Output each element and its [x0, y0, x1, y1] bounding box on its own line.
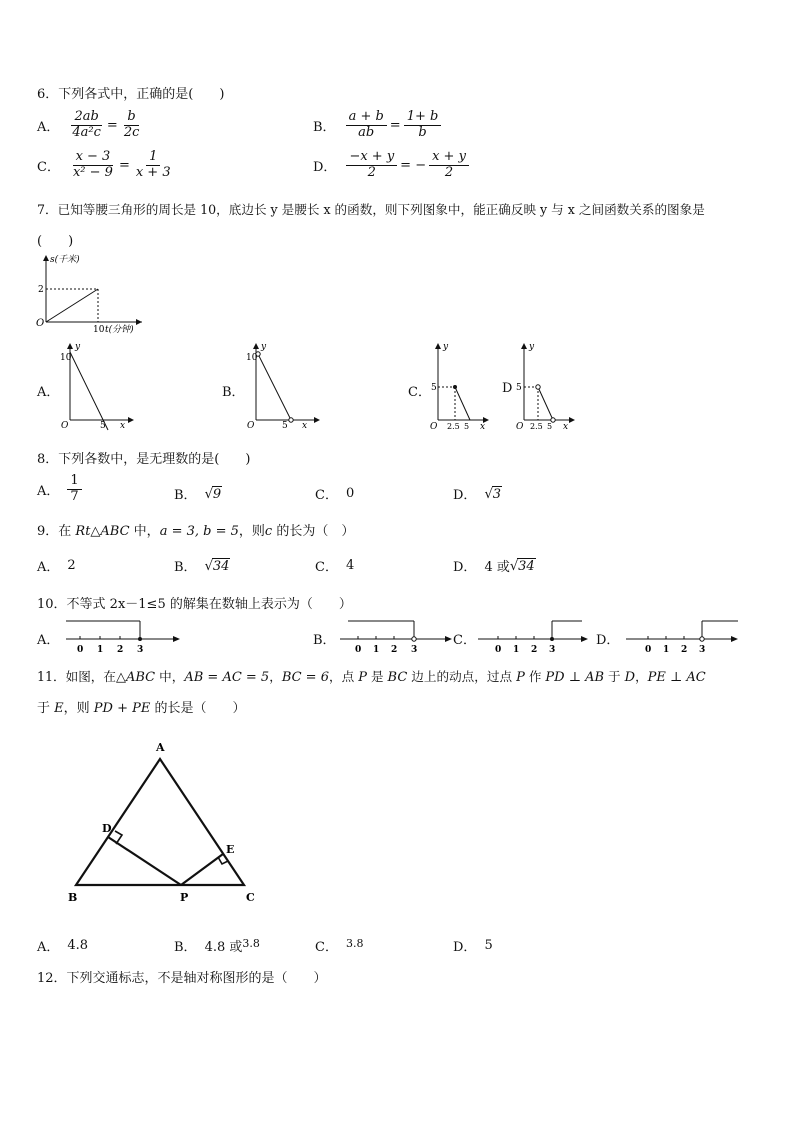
tick-label: 3 [549, 645, 556, 655]
q8-stem: 8．下列各数中，是无理数的是( ) [37, 452, 251, 467]
vertex-label-c: C [246, 891, 255, 904]
q7-option-a-graph [58, 340, 138, 432]
q8-option-a [37, 474, 82, 505]
svg-text:x: x [120, 421, 126, 431]
option-label: A． [37, 560, 60, 575]
option-label: C． [37, 159, 60, 175]
fraction: $\frac{1+ b}{b}$ [404, 110, 442, 141]
point-label-e: E [226, 843, 235, 856]
fraction: $\frac{a + b}{ab}$ [346, 110, 387, 141]
option-label: D． [453, 488, 477, 503]
q6-option-b: B． $\frac{a + b}{ab}$ = $\frac{1+ b}{b}$ [313, 110, 441, 141]
option-label: A． [37, 940, 60, 955]
option-label: D． [453, 940, 477, 955]
q7-option-c-label: C． [408, 385, 431, 400]
tick-label: 1 [373, 645, 380, 655]
q11-triangle-figure [60, 735, 270, 910]
y-axis-label: s(千米) [50, 255, 80, 265]
fraction: $\frac{x - 3}{\text{x² − 9}}$ [72, 149, 113, 180]
q6-stem: 6．下列各式中，正确的是( ) [37, 87, 225, 102]
q9-option-b: B． √ 34 [174, 556, 230, 575]
q11-option-a: A． 4.8 [37, 938, 89, 955]
q7-option-d-label: D [502, 381, 513, 396]
x-tick: 5 [282, 421, 288, 431]
svg-text:x: x [563, 422, 569, 432]
q10-option-a-label: A． [37, 633, 60, 648]
q10-option-c-numberline [474, 615, 594, 655]
option-label: B． [174, 488, 197, 503]
q7-option-a-label: A． [37, 385, 60, 400]
q10-option-d-numberline [622, 615, 744, 655]
tick-label: 0 [645, 645, 652, 655]
x-tick: 2.5 [530, 422, 543, 431]
q10-option-b-numberline [336, 615, 456, 655]
tick-label: 0 [77, 645, 84, 655]
q8-option-b: B． √ 9 [174, 484, 222, 503]
svg-text:y: y [261, 342, 267, 352]
svg-text:y: y [529, 342, 535, 352]
q7-option-c-graph [424, 340, 496, 432]
q7-stem: 7．已知等腰三角形的周长是 10，底边长 y 是腰长 x 的函数，则下列图象中，能正确反映 y 与 x 之间函数关系的图象是 [37, 202, 705, 217]
q10-option-d-label: D． [596, 633, 620, 648]
q7-reference-graph [30, 252, 150, 336]
tick-label: 1 [513, 645, 520, 655]
svg-text:O: O [61, 421, 69, 431]
q6-option-a: A． $\frac{2ab}{\text{4a²c}}$ = $\frac{b}{2c}$ [37, 110, 142, 141]
x-tick: 2.5 [447, 422, 460, 431]
q9-stem: 9．在 Rt△ABC 中，a = 3, b = 5，则c 的长为（ ） [37, 524, 355, 539]
vertex-label-b: B [68, 891, 78, 904]
y-tick: 5 [516, 383, 522, 393]
fraction: $\frac{x + y}{2}$ [429, 150, 469, 181]
tick-label: 0 [495, 645, 502, 655]
tick-label: 1 [97, 645, 104, 655]
q10-option-b-label: B． [313, 633, 336, 648]
svg-text:y: y [75, 342, 81, 352]
point-label-p: P [180, 891, 189, 904]
y-tick: 5 [431, 383, 437, 393]
q12-stem: 12．下列交通标志，不是轴对称图形的是（ ） [37, 971, 327, 986]
x-tick: 5 [100, 421, 106, 431]
fraction: $\frac{b}{2c}$ [123, 109, 140, 140]
tick-label: 3 [411, 645, 418, 655]
q11-stem-line1: 11．如图，在△ABC 中，AB = AC = 5，BC = 6，点 P 是 BC 边上的动点，过点 P 作 PD ⊥ AB 于 D，PE ⊥ AC [37, 669, 706, 685]
x-tick: 5 [547, 422, 553, 431]
y-tick: 2 [38, 285, 44, 295]
option-label: D． [453, 560, 477, 575]
tick-label: 2 [391, 645, 398, 655]
y-tick: 10 [246, 353, 258, 363]
option-label: B． [313, 119, 336, 135]
q10-option-c-label: C． [453, 633, 476, 648]
q11-option-c: C． 3.8 [315, 937, 364, 955]
x-axis-label: t(分钟) [105, 325, 134, 335]
q10-stem: 10．不等式 2x－1≤5 的解集在数轴上表示为（ ） [37, 597, 352, 612]
tick-label: 1 [663, 645, 670, 655]
q6-option-c: C． $\frac{x - 3}{\text{x² − 9}}$ = $\frac{1}{x + 3}$ [37, 150, 174, 181]
q10-option-a-numberline [62, 615, 184, 655]
svg-text:x: x [302, 421, 308, 431]
svg-text:x: x [480, 422, 486, 432]
svg-text:y: y [443, 342, 449, 352]
tick-label: 3 [137, 645, 144, 655]
fraction: $\frac{2ab}{\text{4a²c}}$ [72, 109, 101, 140]
q9-option-a: A． 2 [37, 558, 76, 575]
q11-option-b: B． 4.8 或 3.8 [174, 937, 260, 955]
point-label-d: D [102, 822, 112, 835]
q11-option-d: D． 5 [453, 938, 493, 955]
y-tick: 10 [60, 353, 72, 363]
option-label: C． [315, 488, 338, 503]
vertex-label-a: A [156, 741, 165, 754]
svg-text:O: O [430, 422, 438, 432]
q7-option-b-label: B． [222, 385, 245, 400]
x-tick: 5 [464, 422, 470, 431]
option-label: A． [37, 119, 60, 135]
option-label: A． [37, 483, 60, 499]
q7-option-d-graph [510, 340, 582, 432]
option-label: C． [315, 940, 338, 955]
q9-option-d: D． 4 或 √ 34 [453, 556, 536, 575]
option-label: D． [313, 159, 337, 175]
fraction: $\frac{1}{x + 3}$ [135, 149, 171, 180]
q8-option-c: C． 0 [315, 486, 355, 503]
tick-label: 0 [355, 645, 362, 655]
q7-paren: ( ) [37, 234, 74, 249]
option-label: B． [174, 560, 197, 575]
fraction: $\frac{1}{7}$ [67, 474, 81, 505]
option-label: C． [315, 560, 338, 575]
origin-label: O [36, 318, 45, 329]
tick-label: 3 [699, 645, 706, 655]
svg-text:O: O [516, 422, 524, 432]
q6-option-d: D． $\frac{-x + y}{2}$ = − $\frac{x + y}{2}$ [313, 150, 469, 181]
q8-option-d: D． √ 3 [453, 484, 502, 503]
option-label: B． [174, 940, 197, 955]
x-tick: 10 [93, 325, 105, 335]
fraction: $\frac{-x + y}{2}$ [346, 150, 397, 181]
q9-option-c: C． 4 [315, 558, 355, 575]
q11-stem-line2: 于 E，则 PD + PE 的长是（ ） [37, 701, 246, 716]
tick-label: 2 [681, 645, 688, 655]
tick-label: 2 [531, 645, 538, 655]
tick-label: 2 [117, 645, 124, 655]
svg-text:O: O [247, 421, 255, 431]
q7-option-b-graph [244, 340, 324, 432]
